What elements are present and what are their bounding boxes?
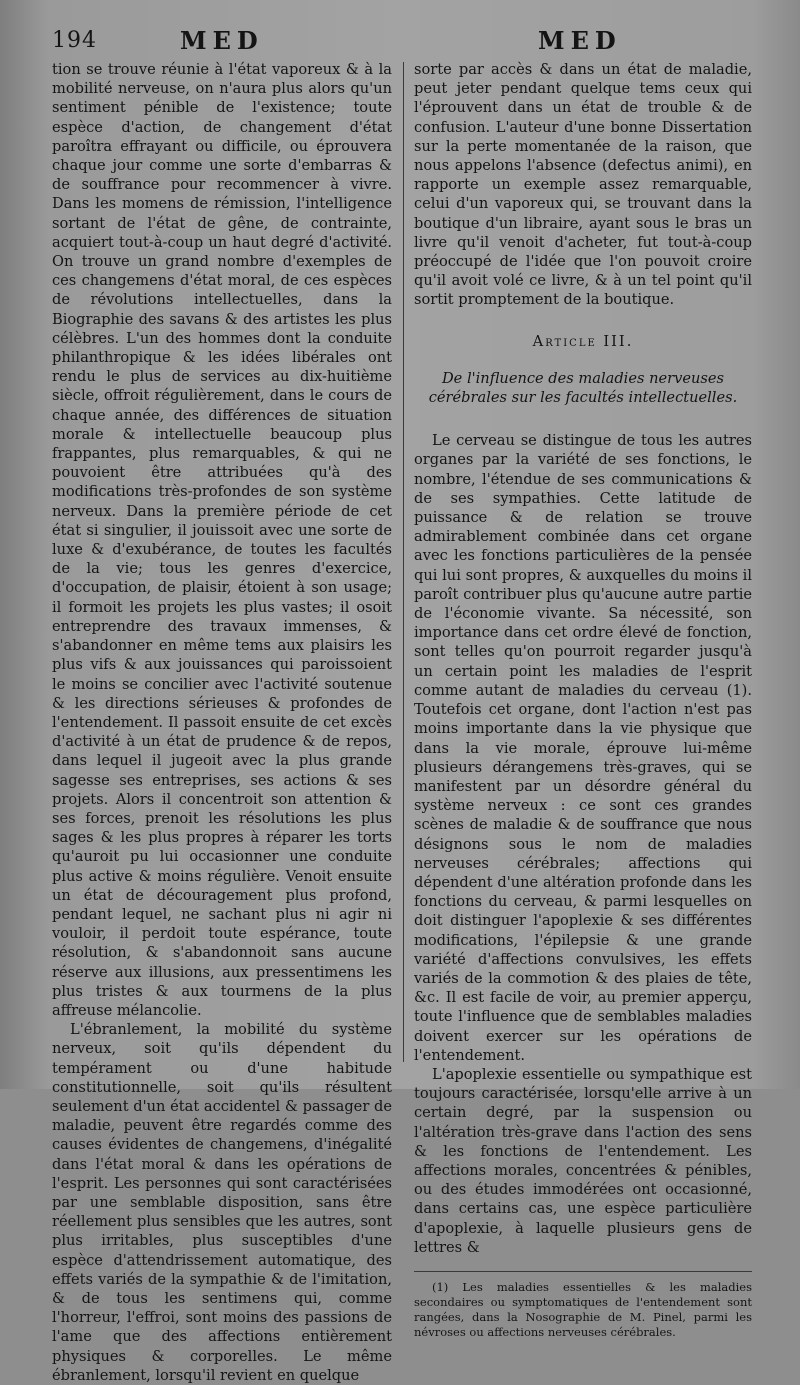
footnote-divider [414,1271,752,1272]
right-column [414,60,752,1340]
page-number: 194 [52,28,97,53]
page-header [0,26,800,62]
right-paragraph-2: Le cerveau se distingue de tous les autres organes par la variété de ses fonctions, le nombre, l'étendue de ses communications & de ses sympathies. Cette latitude de puissance & de relation se trouve admirablement combinée dans cet organe avec les fonctions particulières de la pensée qui lui sont propres, & auxquelles du moins il paroît contribuer plus qu'aucune autre partie de l'économie vivante. Sa nécessité, son importance dans cet ordre élevé de fonction, sont telles qu'on pourroit regarder jusqu'à un certain point les maladies de l'esprit comme autant de maladies du cerveau (1). Toutefois cet organe, dont l'action n'est pas moins importante dans la vie physique que dans la vie morale, éprouve lui-même plusieurs dérangemens très-graves, qui se manifestent par un désordre général du système nerveux : ce sont ces grandes scènes de maladie & de souffrance que nous désignons sous le nom de maladies nerveuses cérébrales; affections qui dépendent d'une altération profonde dans les fonctions du cerveau, & parmi lesquelles on doit distinguer l'apoplexie & ses différentes modifications, l'épilepsie & une grande variété d'affections convulsives, les effets variés de la commotion & des plaies de tête, &c. Il est facile de voir, au premier apperçu, toute l'influence que de semblables maladies doivent exercer sur les opérations de l'entendement. [414,432,752,1064]
running-head-left: MED [180,26,264,55]
column-divider [403,62,404,1062]
article-subtitle: De l'influence des maladies nerveuses cérébrales sur les facultés intellectuelles. [428,369,738,407]
footnote: (1) Les maladies essentielles & les maladies secondaires ou symptomatiques de l'entendement sont rangées, dans la Nosographie de M. Pinel, parmi les névroses ou affections nerveuses cérébrales. [414,1279,752,1339]
left-paragraph-1: tion se trouve réunie à l'état vaporeux & à la mobilité nerveuse, on n'aura plus alors qu'un sentiment pénible de l'existence; toute espèce d'action, de changement d'état paroîtra effrayant ou difficile, ou éprouvera chaque jour comme une sorte d'embarras & de souffrance pour recommencer à vivre. Dans les momens de rémission, l'intelligence sortant de l'état de gêne, de contrainte, acquiert tout-à-coup un haut degré d'activité. On trouve un grand nombre d'exemples de ces changemens d'état moral, de ces espèces de révolutions intellectuelles, dans la Biographie des savans & des artistes les plus célèbres. L'un des hommes dont la conduite philanthropique & les idées libérales ont rendu le plus de services au dix-huitième siècle, offroit régulièrement, dans le cours de chaque année, des différences de situation morale & intellectuelle beaucoup plus frappantes, plus remarquables, & qui ne pouvoient être attribuées qu'à des modifications très-profondes de son système nerveux. Dans la première période de cet état si singulier, il jouissoit avec une sorte de luxe & d'exubérance, de toutes les facultés de la vie; tous les genres d'exercice, d'occupation, de plaisir, étoient à son usage; il formoit les projets les plus vastes; il osoit entreprendre des travaux immenses, & s'abandonner en même tems aux plaisirs les plus vifs & aux jouissances qui paroissoient le moins se concilier avec l'activité soutenue & les directions sérieuses & profondes de l'entendement. Il passoit ensuite de cet excès d'activité à un état de prudence & de repos, dans lequel il jugeoit avec la plus grande sagesse ses entreprises, ses actions & ses projets. Alors il concentroit son attention & ses forces, prenoit les résolutions les plus sages & les plus propres à réparer les torts qu'auroit pu lui occasionner une conduite plus active & moins régulière. Venoit ensuite un état de découragement plus profond, pendant lequel, ne sachant plus ni agir ni vouloir, il perdoit toute espérance, toute résolution, & s'abandonnoit sans aucune réserve aux illusions, aux pressentimens les plus tristes & aux tourmens de la plus affreuse mélancolie. [52,61,392,1019]
article-title: Article III. [532,332,634,350]
left-paragraph-2: L'ébranlement, la mobilité du système nerveux, soit qu'ils dépendent du tempérament ou d'une habitude constitutionnelle, soit qu'ils résultent seulement d'un état accidentel & passager de maladie, peuvent être regardés comme des causes évidentes de changemens, d'inégalité dans l'état moral & dans les opérations de l'esprit. Les personnes qui sont caractérisées par une semblable disposition, sans être réellement plus sensibles que les autres, sont plus irritables, plus susceptibles d'une espèce d'attendrissement automatique, des effets variés de la sympathie & de l'imitation, & de tous les sentimens qui, comme l'horreur, l'effroi, sont moins des passions de l'ame que des affections entièrement physiques & corporelles. Le même ébranlement, lorsqu'il revient en quelque [52,1021,392,1384]
right-paragraph-1: sorte par accès & dans un état de maladie, peut jeter pendant quelque tems ceux qui l'éprouvent dans un état de trouble & de confusion. L'auteur d'une bonne Dissertation sur la perte momentanée de la raison, que nous appelons l'absence (defectus animi), en rapporte un exemple assez remarquable, celui d'un vaporeux qui, se trouvant dans la boutique d'un libraire, ayant sous le bras un livre qu'il venoit d'acheter, fut tout-à-coup préoccupé de l'idée que l'on pouvoit croire qu'il avoit volé ce livre, & à un tel point qu'il sortit promptement de la boutique. [414,61,752,309]
running-head-right: MED [538,26,622,55]
left-column [52,60,392,1385]
right-paragraph-3: L'apoplexie essentielle ou sympathique est toujours caractérisée, lorsqu'elle arrive à un certain degré, par la suspension ou l'altération très-grave dans l'action des sens & les fonctions de l'entendement. Les affections morales, concentrées & pénibles, ou des études immodérées ont occasionné, dans certains cas, une espèce particulière d'apoplexie, à laquelle plusieurs gens de lettres & [414,1065,752,1256]
